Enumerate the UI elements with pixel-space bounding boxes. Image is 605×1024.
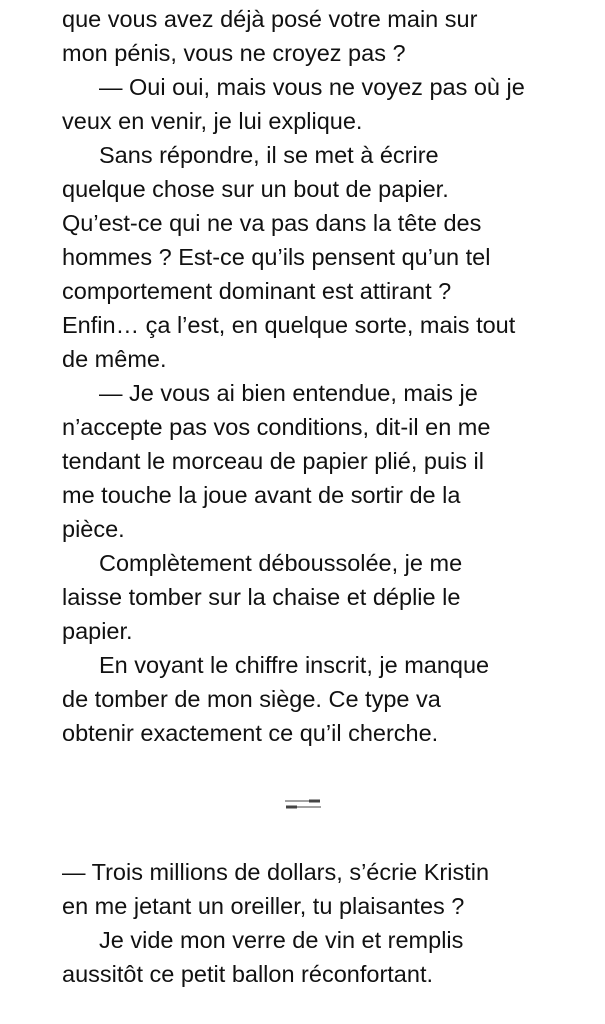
text-line: — Trois millions de dollars, s’écrie Kristin xyxy=(62,859,490,885)
paragraph xyxy=(62,2,597,70)
paragraph xyxy=(62,923,597,991)
text-line: obtenir exactement ce qu’il cherche. xyxy=(62,720,439,746)
text-line: Je vide mon verre de vin et remplis xyxy=(99,927,464,953)
text-section-1 xyxy=(62,2,597,750)
text-line: tendant le morceau de papier plié, puis il xyxy=(62,448,484,474)
text-line: laisse tomber sur la chaise et déplie le xyxy=(62,584,461,610)
text-line: n’accepte pas vos conditions, dit-il en me xyxy=(62,414,491,440)
text-line: En voyant le chiffre inscrit, je manque xyxy=(99,652,490,678)
text-line: pièce. xyxy=(62,516,125,542)
text-line: aussitôt ce petit ballon réconfortant. xyxy=(62,961,433,987)
text-section-2 xyxy=(62,855,597,991)
text-line: Enfin… ça l’est, en quelque sorte, mais tout xyxy=(62,312,516,338)
scene-break-ornament-icon xyxy=(283,797,323,811)
text-line: — Oui oui, mais vous ne voyez pas où je xyxy=(99,74,525,100)
text-line: Qu’est-ce qui ne va pas dans la tête des xyxy=(62,210,482,236)
text-line: de même. xyxy=(62,346,167,372)
text-line: que vous avez déjà posé votre main sur xyxy=(62,6,478,32)
text-line: — Je vous ai bien entendue, mais je xyxy=(99,380,478,406)
text-line: quelque chose sur un bout de papier. xyxy=(62,176,449,202)
text-line: de tomber de mon siège. Ce type va xyxy=(62,686,441,712)
text-line: hommes ? Est-ce qu’ils pensent qu’un tel xyxy=(62,244,491,270)
text-line: comportement dominant est attirant ? xyxy=(62,278,452,304)
text-line: papier. xyxy=(62,618,133,644)
paragraph xyxy=(62,546,597,648)
text-line: Sans répondre, il se met à écrire xyxy=(99,142,439,168)
text-line: me touche la joue avant de sortir de la xyxy=(62,482,461,508)
text-line: veux en venir, je lui explique. xyxy=(62,108,363,134)
paragraph xyxy=(62,376,597,546)
paragraph xyxy=(62,70,597,138)
text-line: mon pénis, vous ne croyez pas ? xyxy=(62,40,406,66)
paragraph xyxy=(62,648,597,750)
text-line: Complètement déboussolée, je me xyxy=(99,550,463,576)
paragraph xyxy=(62,855,597,923)
text-line: en me jetant un oreiller, tu plaisantes ? xyxy=(62,893,465,919)
paragraph xyxy=(62,138,597,376)
